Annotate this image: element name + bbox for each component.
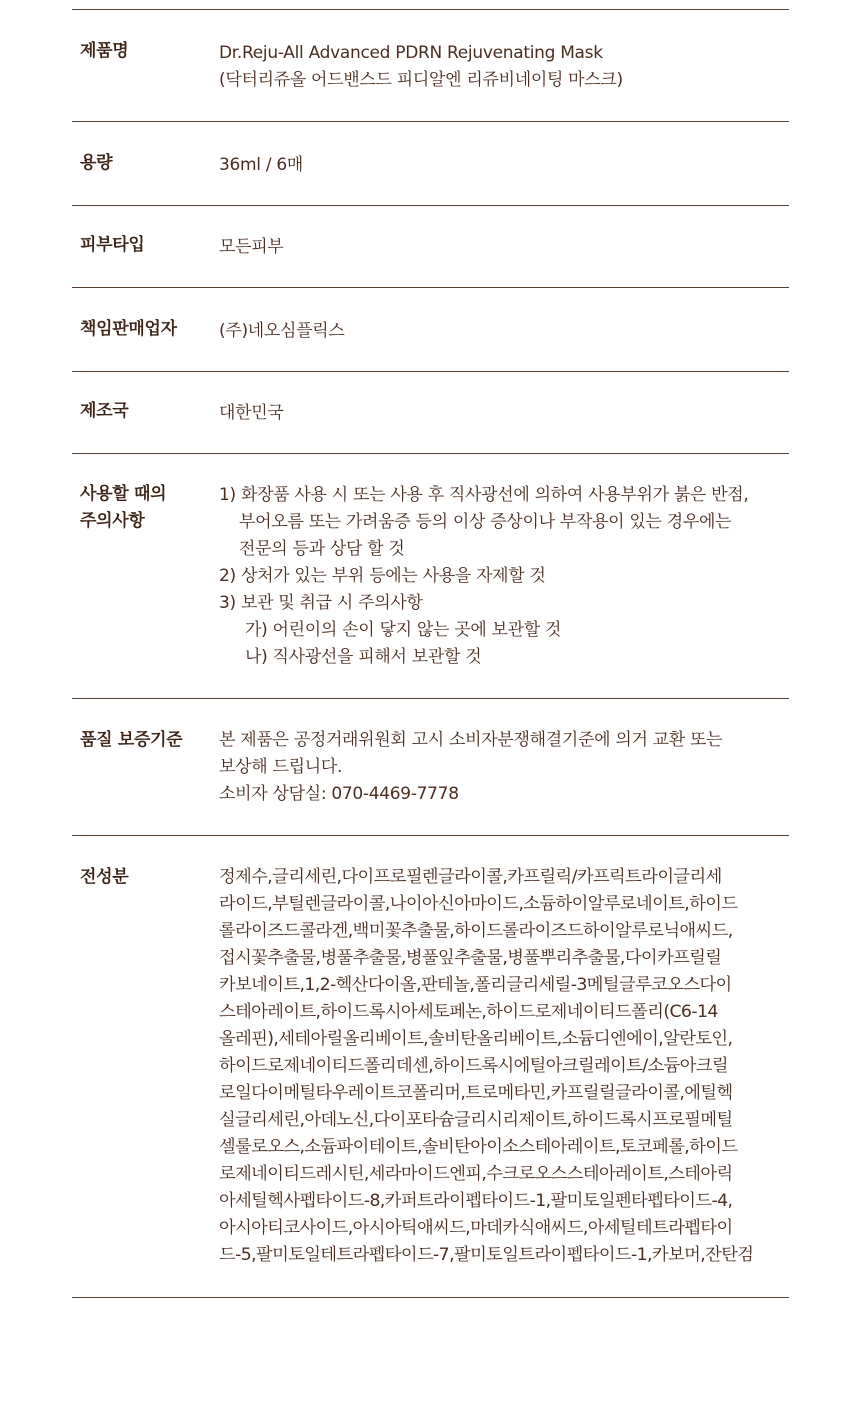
ingredients-line: 아시아티코사이드,아시아틱애씨드,마데카식애씨드,아세틸테트라펩타이 [219,1218,733,1238]
quality-contact: 소비자 상담실: 070-4469-7778 [219,784,459,804]
divider-4 [72,371,789,372]
value-country: 대한민국 [219,403,284,423]
product-name-english: Dr.Reju-All Advanced PDRN Rejuvenating Mask [219,43,603,63]
label-quality: 품질 보증기준 [80,730,183,750]
caution-item-3a: 가) 어린이의 손이 닿지 않는 곳에 보관할 것 [245,620,562,640]
divider-7 [72,835,789,836]
ingredients-line: 라이드,부틸렌글라이콜,나이아신아마이드,소듐하이알루로네이트,하이드 [219,894,738,914]
caution-label-line1: 사용할 때의 [80,484,167,504]
caution-item-1-cont2: 전문의 등과 상담 할 것 [239,539,405,559]
ingredients-line: 드-5,팔미토일테트라펩타이드-7,팔미토일트라이펩타이드-1,카보머,잔탄검 [219,1245,754,1265]
divider-2 [72,205,789,206]
label-ingredients: 전성분 [80,867,129,887]
ingredients-line: 정제수,글리세린,다이프로필렌글라이콜,카프릴릭/카프릭트라이글리세 [219,867,722,887]
value-skin-type: 모든피부 [219,237,284,257]
ingredients-line: 아세틸헥사펩타이드-8,카퍼트라이펩타이드-1,팔미토일펜타펩타이드-4, [219,1191,733,1211]
caution-item-2: 2) 상처가 있는 부위 등에는 사용을 자제할 것 [219,566,546,586]
label-capacity: 용량 [80,153,113,173]
ingredients-line: 스테아레이트,하이드록시아세토페논,하이드로제네이티드폴리(C6-14 [219,1002,718,1022]
divider-5 [72,453,789,454]
value-capacity: 36ml / 6매 [219,155,303,175]
quality-line-1: 본 제품은 공정거래위원회 고시 소비자분쟁해결기준에 의거 교환 또는 [219,730,723,750]
ingredients-line: 하이드로제네이티드폴리데센,하이드록시에틸아크릴레이트/소듐아크릴 [219,1056,729,1076]
product-name-korean: (닥터리쥬올 어드밴스드 피디알엔 리쥬비네이팅 마스크) [219,70,623,90]
caution-label-line2: 주의사항 [80,511,145,531]
divider-top [72,9,789,10]
value-product-name [219,40,789,94]
value-ingredients [219,864,789,1269]
value-quality [219,727,789,808]
ingredients-line: 로제네이티드레시틴,세라마이드엔피,수크로오스스테아레이트,스테아릭 [219,1164,733,1184]
value-seller: (주)네오심플릭스 [219,321,345,341]
ingredients-line: 셀룰로오스,소듐파이테이트,솔비탄아이소스테아레이트,토코페롤,하이드 [219,1137,738,1157]
label-skin-type: 피부타입 [80,235,145,255]
divider-3 [72,287,789,288]
ingredients-line: 접시꽃추출물,병풀추출물,병풀잎추출물,병풀뿌리추출물,다이카프릴릴 [219,948,722,968]
divider-bottom [72,1297,789,1298]
divider-6 [72,698,789,699]
ingredients-line: 롤라이즈드콜라겐,백미꽃추출물,하이드롤라이즈드하이알루로닉애씨드, [219,921,733,941]
quality-line-2: 보상해 드립니다. [219,757,343,777]
label-country: 제조국 [80,401,129,421]
ingredients-line: 카보네이트,1,2-헥산다이올,판테놀,폴리글리세릴-3메틸글루코오스다이 [219,975,732,995]
ingredients-line: 로일다이메틸타우레이트코폴리머,트로메타민,카프릴릴글라이콜,에틸헥 [219,1083,733,1103]
caution-item-1-cont: 부어오름 또는 가려움증 등의 이상 증상이나 부작용이 있는 경우에는 [239,512,732,532]
divider-1 [72,121,789,122]
caution-item-1: 1) 화장품 사용 시 또는 사용 후 직사광선에 의하여 사용부위가 붉은 반점, [219,485,749,505]
label-seller: 책임판매업자 [80,319,177,339]
label-caution [80,481,166,535]
label-product-name: 제품명 [80,41,129,61]
ingredients-line: 올레핀),세테아릴올리베이트,솔비탄올리베이트,소듐디엔에이,알란토인, [219,1029,733,1049]
value-caution [219,482,789,671]
ingredients-line: 실글리세린,아데노신,다이포타슘글리시리제이트,하이드록시프로필메틸 [219,1110,733,1130]
caution-item-3: 3) 보관 및 취급 시 주의사항 [219,593,423,613]
caution-item-3b: 나) 직사광선을 피해서 보관할 것 [245,647,482,667]
